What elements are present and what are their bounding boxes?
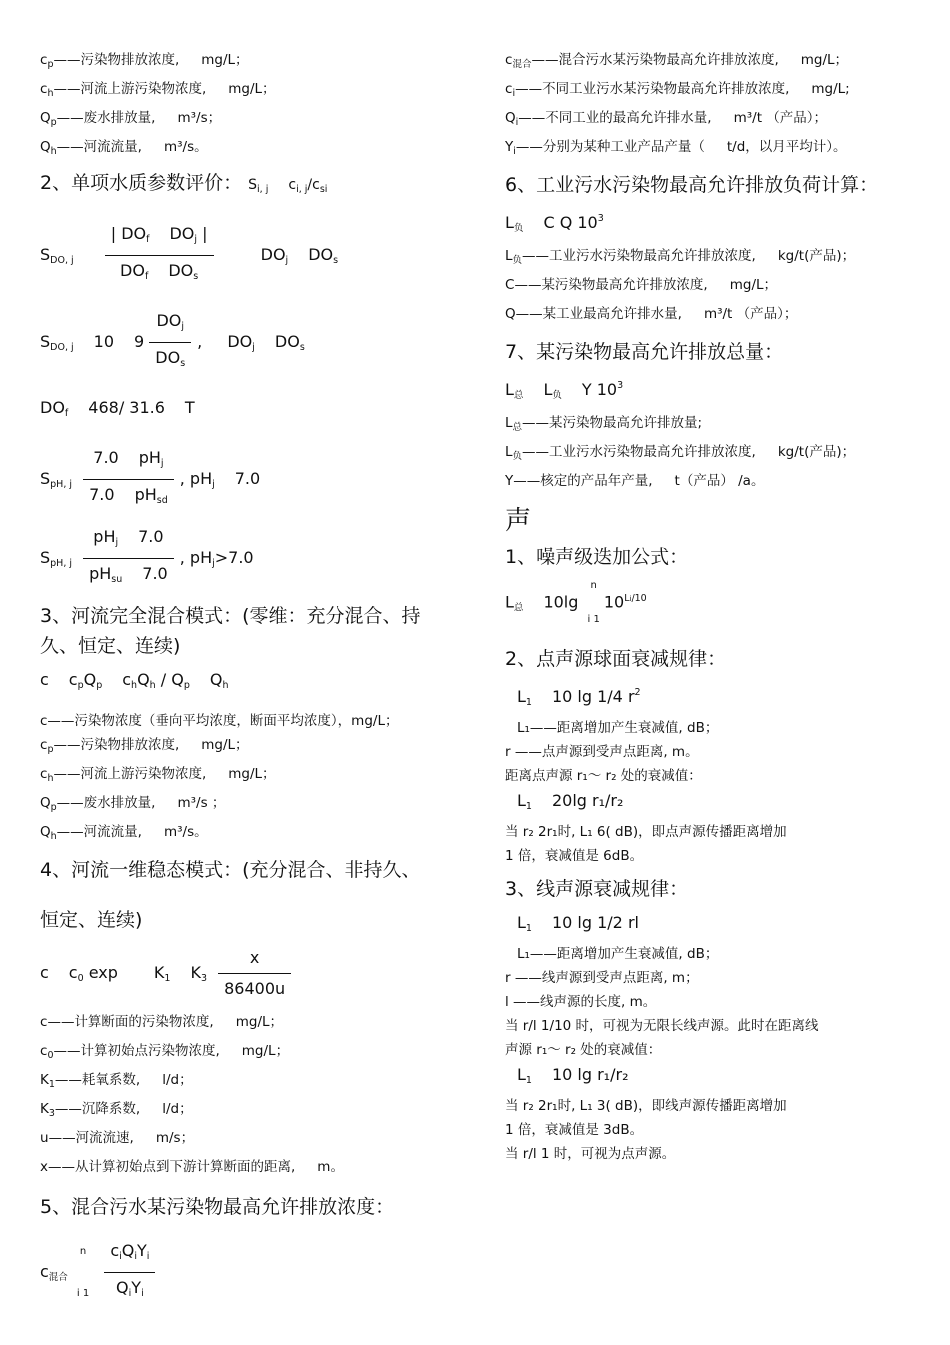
unit: m/s； xyxy=(155,1130,195,1146)
definition-row xyxy=(40,1155,470,1184)
symbol: c xyxy=(40,1014,48,1030)
symbol: Q xyxy=(40,139,51,155)
definition-row xyxy=(40,1097,470,1126)
definition-text: ——废水排放量, xyxy=(56,795,156,811)
point-text-3: 1 倍，衰减值是 6dB。 xyxy=(505,848,644,864)
unit: t（产品） /a。 xyxy=(674,473,765,489)
heading-6: 6、工业污水污染物最高允许排放负荷计算： xyxy=(505,174,879,196)
symbol: Y xyxy=(505,139,514,155)
symbol: Q xyxy=(505,306,516,322)
symbol-subscript: i xyxy=(513,146,516,157)
symbol: L xyxy=(505,415,513,431)
section-title-noise: 声 xyxy=(505,506,532,536)
heading-5: 5、混合污水某污染物最高允许排放浓度： xyxy=(40,1196,395,1218)
symbol: c xyxy=(40,766,48,782)
unit: mg/L； xyxy=(241,1043,290,1059)
definition-text: ——核定的产品年产量, xyxy=(513,473,653,489)
definition-text: ——污染物排放浓度, xyxy=(53,737,180,753)
definition-row xyxy=(505,135,925,164)
symbol-subscript: i xyxy=(512,88,516,99)
formula-point-source: $L_1$ 10 lg 1/4 $r^2$ xyxy=(517,687,641,708)
definition-row xyxy=(505,244,925,273)
definition-row xyxy=(505,106,925,135)
definition-row xyxy=(505,411,925,440)
formula-load: $L_负$ C Q $10^3$ xyxy=(505,213,604,234)
symbol-subscript: 混合 xyxy=(512,59,532,70)
heading-4: 4、河流一维稳态模式：(充分混合、非持久、 恒定、连续) xyxy=(40,859,421,931)
unit: mg/L； xyxy=(201,737,249,753)
unit: m。 xyxy=(317,1159,344,1175)
definition-list-3 xyxy=(40,1010,470,1184)
symbol: c xyxy=(505,81,513,97)
symbol-subscript: p xyxy=(47,59,54,70)
symbol-subscript: 负 xyxy=(512,451,523,462)
symbol-subscript: h xyxy=(47,773,54,784)
definition-row xyxy=(505,440,925,469)
symbol: Q xyxy=(40,110,51,126)
unit: kg/t(产品)； xyxy=(777,248,856,264)
formula-1d: c $c_0$ $\exp K_1$ $K_3$ $\frac{x}{86400u}$ xyxy=(40,945,470,1002)
unit: mg/L； xyxy=(201,52,249,68)
symbol: c xyxy=(40,52,48,68)
definition-text: ——工业污水污染物最高允许排放浓度, xyxy=(522,444,756,460)
definition-row xyxy=(505,273,925,302)
definition-text: ——河流上游污染物浓度, xyxy=(53,766,207,782)
formula-line-source: $L_1$ 10 lg 1/2 rl xyxy=(517,913,639,934)
definition-text: ——废水排放量, xyxy=(56,110,156,126)
definition-row xyxy=(40,820,470,849)
definition-row xyxy=(40,791,470,820)
point-def-2: r ——点声源到受声点距离, m。 xyxy=(505,744,699,760)
definition-row xyxy=(505,77,925,106)
unit: m³/s ； xyxy=(177,795,226,811)
definition-list-2 xyxy=(40,733,470,849)
symbol: c xyxy=(505,52,513,68)
definition-text: ——不同工业的最高允许排水量, xyxy=(518,110,712,126)
point-text-2: 当 r₂ 2r₁时, L₁ 6( dB)，即点声源传播距离增加 xyxy=(505,824,787,840)
formula-mix: c $c_pQ_p$ $c_hQ_h / Q_p$ $Q_h$ xyxy=(40,670,229,691)
symbol-subscript: 负 xyxy=(512,255,523,266)
line-text-3: 当 r₂ 2r₁时, L₁ 3( dB)，即线声源传播距离增加 xyxy=(505,1098,787,1114)
line-text-1: 当 r/l 1/10 时，可视为无限长线声源。此时在距离线 xyxy=(505,1018,819,1034)
unit: m³/t （产品）； xyxy=(703,306,798,322)
definition-text: ——河流流速, xyxy=(48,1130,134,1146)
definition-row xyxy=(40,77,470,106)
heading-7: 7、某污染物最高允许排放总量： xyxy=(505,341,784,363)
definition-text: ——某污染物最高允许排放浓度, xyxy=(514,277,708,293)
unit: t/d，以月平均计）。 xyxy=(726,139,847,155)
definition-row xyxy=(40,1039,470,1068)
symbol-subscript: h xyxy=(47,88,54,99)
symbol: Q xyxy=(40,795,51,811)
definition-list-1 xyxy=(40,48,470,164)
symbol-subscript: 总 xyxy=(512,422,523,433)
right-column xyxy=(505,48,925,1166)
definition-row xyxy=(40,733,470,762)
definition-text: ——计算断面的污染物浓度, xyxy=(47,1014,214,1030)
definition-row xyxy=(40,135,470,164)
symbol-subscript: h xyxy=(50,146,57,157)
definition-text: ——污染物排放浓度, xyxy=(53,52,180,68)
symbol-subscript: 1 xyxy=(48,1079,55,1090)
symbol-subscript: p xyxy=(50,117,57,128)
symbol: L xyxy=(505,248,513,264)
symbol: C xyxy=(505,277,515,293)
definition-row xyxy=(40,48,470,77)
definition-row xyxy=(40,106,470,135)
formula-do-2: $S_{DO, j}$ 10 9 $\frac{DO_j}{DO_s}$ , $DO_j$ $DO_s$ xyxy=(40,308,470,377)
line-def-1: L₁——距离增加产生衰减值, dB； xyxy=(517,946,719,962)
symbol: c xyxy=(40,737,48,753)
symbol: c xyxy=(40,1043,48,1059)
symbol: Q xyxy=(40,824,51,840)
symbol: u xyxy=(40,1130,49,1146)
unit: l/d； xyxy=(162,1072,193,1088)
formula-ph-2: $S_{pH, j}$ $\frac{pH_j 7.0}{pH_{su} 7.0}$ , $pH_j>7.0$ xyxy=(40,524,470,593)
definition-text: ——混合污水某污染物最高允许排放浓度, xyxy=(531,52,779,68)
definition-text: ——工业污水污染物最高允许排放浓度, xyxy=(522,248,756,264)
formula-ph-1: $S_{pH, j}$ $\frac{7.0 pH_j}{7.0 pH_{sd}}$ , $pH_j$ 7.0 xyxy=(40,445,470,514)
definition-list-r5 xyxy=(505,411,925,498)
definition-text: ——河流流量, xyxy=(56,139,142,155)
symbol-subscript: h xyxy=(50,831,57,842)
definition-text: ——沉降系数, xyxy=(54,1101,141,1117)
unit: mg/L; xyxy=(811,81,850,97)
line-text-2: 声源 r₁～ r₂ 处的衰减值： xyxy=(505,1042,662,1058)
unit: mg/L； xyxy=(228,766,276,782)
unit: mg/L； xyxy=(228,81,276,97)
definition-row xyxy=(505,48,925,77)
formula-total: $L_总$ $L_负$ Y $10^3$ xyxy=(505,380,624,401)
symbol-subscript: p xyxy=(50,802,57,813)
line-def-2: r ——线声源到受声点距离, m； xyxy=(505,970,699,986)
symbol-subscript: i xyxy=(515,117,519,128)
definition-row xyxy=(40,1010,470,1039)
unit: m³/t （产品）； xyxy=(733,110,828,126)
definition-text: ——河流流量, xyxy=(56,824,142,840)
symbol: L xyxy=(505,444,513,460)
definition-row xyxy=(505,302,925,331)
formula-noise-sum: $L_总$ 10lg n i 1 $10^{Li/10}$ xyxy=(505,580,647,625)
definition-text: ——计算初始点污染物浓度, xyxy=(53,1043,220,1059)
formula-do-f: $DO_f$ 468/ 31.6 T xyxy=(40,398,195,419)
definition-list-r1 xyxy=(505,48,925,164)
unit: kg/t(产品)； xyxy=(777,444,856,460)
symbol-subscript: 3 xyxy=(48,1108,55,1119)
unit: mg/L； xyxy=(235,1014,284,1030)
formula-mixed-max: $c_{混合}$ n i 1 $\frac{c_iQ_iY_i}{Q_iY_i}$ xyxy=(40,1238,470,1307)
definition-text: ——耗氧系数, xyxy=(54,1072,141,1088)
line-text-4: 1 倍，衰减值是 3dB。 xyxy=(505,1122,644,1138)
unit: m³/s； xyxy=(177,110,222,126)
symbol: K xyxy=(40,1072,49,1088)
definition-row xyxy=(40,762,470,791)
formula-do-1: $S_{DO, j}$ $\frac{| DO_f DO_j |}{DO_f DO_s}$ $DO_j$ $DO_s$ xyxy=(40,221,470,290)
definition-list-r4 xyxy=(505,244,925,331)
symbol: x xyxy=(40,1159,48,1175)
line-def-3: l ——线声源的长度, m。 xyxy=(505,994,657,1010)
point-text-1: 距离点声源 r₁～ r₂ 处的衰减值： xyxy=(505,768,702,784)
formula-point-decay: $L_1$ 20lg r₁/r₂ xyxy=(517,791,624,812)
symbol: K xyxy=(40,1101,49,1117)
heading-noise-1: 1、噪声级迭加公式： xyxy=(505,546,689,568)
unit: mg/L； xyxy=(800,52,849,68)
heading-3: 3、河流完全混合模式：(零维：充分混合、持 久、恒定、连续) xyxy=(40,605,421,657)
symbol: c xyxy=(40,81,48,97)
definition-text: ——某工业最高允许排水量, xyxy=(515,306,682,322)
unit: m³/s。 xyxy=(163,824,208,840)
left-column xyxy=(40,48,470,1307)
unit: mg/L； xyxy=(729,277,778,293)
definition-row xyxy=(40,1126,470,1155)
symbol: Q xyxy=(505,110,516,126)
definition-c: c——污染物浓度（垂向平均浓度，断面平均浓度），mg/L； xyxy=(40,713,399,729)
symbol: Y xyxy=(505,473,514,489)
heading-noise-2: 2、点声源球面衰减规律： xyxy=(505,648,727,670)
heading-2: 2、单项水质参数评价： $S_{i, j}$ $c_{i, j}/c_{si}$ xyxy=(40,172,328,195)
symbol-subscript: p xyxy=(47,744,54,755)
unit: m³/s。 xyxy=(163,139,208,155)
definition-text: ——河流上游污染物浓度, xyxy=(53,81,207,97)
definition-text: ——不同工业污水某污染物最高允许排放浓度, xyxy=(515,81,790,97)
line-text-5: 当 r/l 1 时，可视为点声源。 xyxy=(505,1146,676,1162)
definition-text: ——从计算初始点到下游计算断面的距离, xyxy=(48,1159,296,1175)
symbol-subscript: 0 xyxy=(47,1050,54,1061)
unit: l/d； xyxy=(162,1101,193,1117)
definition-text: ——分别为某种工业产品产量（ xyxy=(515,139,705,155)
heading-noise-3: 3、线声源衰减规律： xyxy=(505,878,689,900)
definition-text: ——某污染物最高允许排放量; xyxy=(522,415,703,431)
point-def-1: L₁——距离增加产生衰减值, dB； xyxy=(517,720,719,736)
formula-line-decay: $L_1$ 10 lg r₁/r₂ xyxy=(517,1065,629,1086)
definition-row xyxy=(505,469,925,498)
definition-row xyxy=(40,1068,470,1097)
